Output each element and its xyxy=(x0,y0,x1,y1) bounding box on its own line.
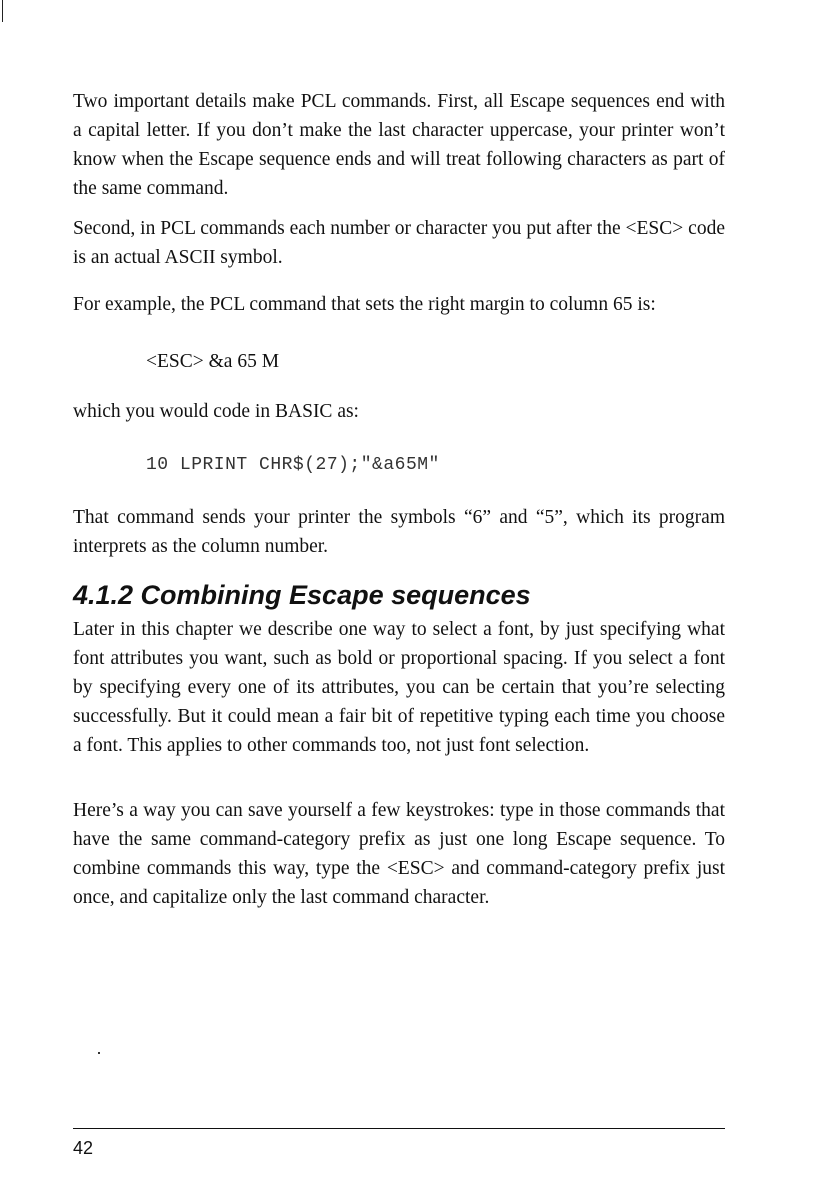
page-number: 42 xyxy=(73,1138,94,1158)
paragraph-ascii-symbol: Second, in PCL commands each number or character you put after the <ESC> code is an actual ASCII symbol. xyxy=(73,218,725,268)
section-heading: 4.1.2 Combining Escape sequences xyxy=(73,580,531,610)
scan-edge-mark xyxy=(2,0,3,22)
paragraph-save-keystrokes: Here’s a way you can save yourself a few keystrokes: type in those commands that have the same command-category prefix as just one long Escape sequence. To combine commands this way, type the <ESC> and command-category prefix just once, and capitalize only the last command character. xyxy=(73,800,725,908)
basic-code-line: 10 LPRINT CHR$(27);"&a65M" xyxy=(146,455,440,475)
paragraph-basic-intro: which you would code in BASIC as: xyxy=(73,401,359,422)
paragraph-escape-capital-letter: Two important details make PCL commands. First, all Escape sequences end with a capital letter. If you don’t make the last character uppercase, your printer won’t know when the Escape sequence ends and will treat following characters as part of the same command. xyxy=(73,91,725,199)
scan-speck xyxy=(98,1052,100,1054)
footer-divider xyxy=(73,1128,725,1129)
paragraph-example-intro: For example, the PCL command that sets the right margin to column 65 is: xyxy=(73,294,656,315)
esc-command-example: <ESC> &a 65 M xyxy=(146,351,280,372)
paragraph-command-explanation: That command sends your printer the symbols “6” and “5”, which its program interprets as the column number. xyxy=(73,507,725,557)
paragraph-font-selection: Later in this chapter we describe one way to select a font, by just specifying what font attributes you want, such as bold or proportional spacing. If you select a font by specifying every one of its attributes, you can be certain that you’re selecting successfully. But it could mean a fair bit of repetitive typing each time you choose a font. This applies to other commands too, not just font selection. xyxy=(73,619,725,756)
